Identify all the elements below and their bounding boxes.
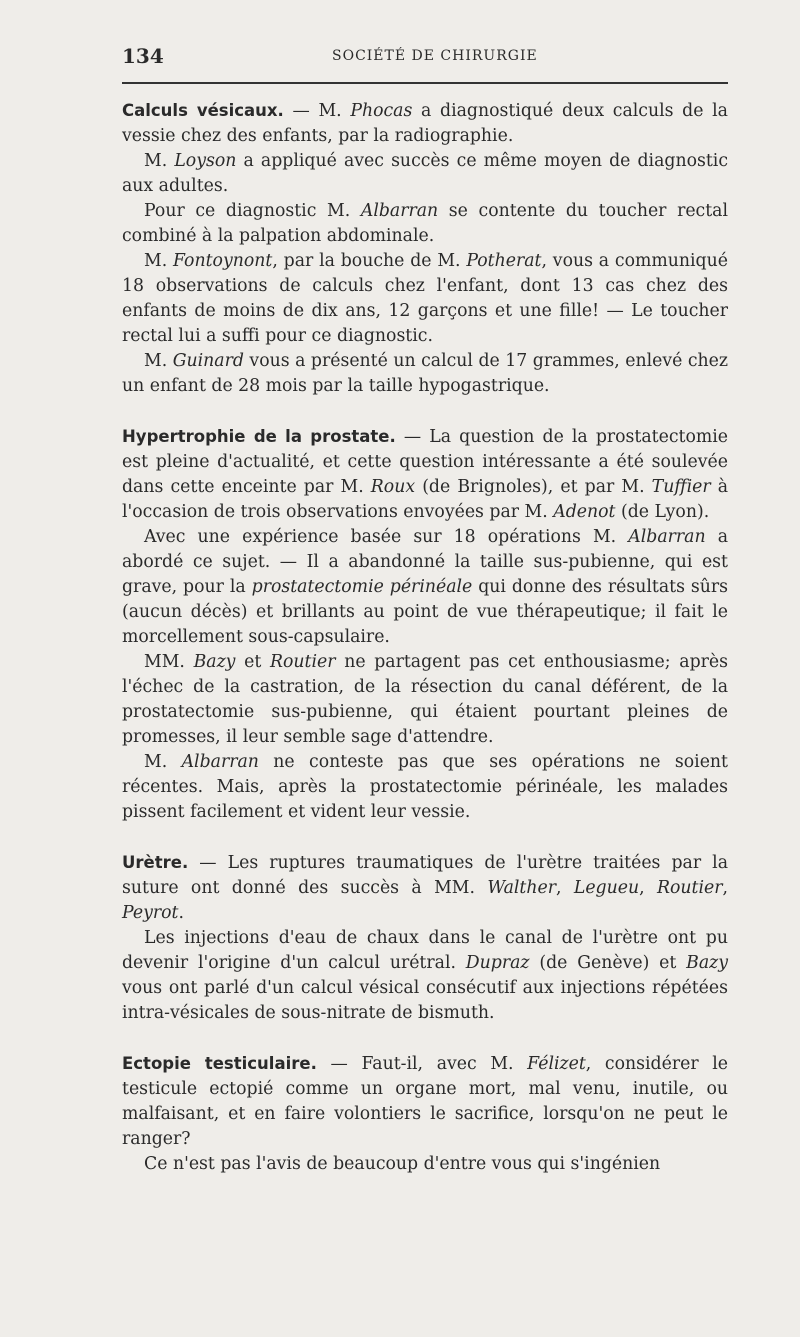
section-paragraph-lead: Ectopie testiculaire. — Faut-il, avec M. Félizet, considérer le testicule ectopié comme un organe mort, mal venu, inutile, ou malfaisant, et en faire volontiers le sacrifice, lorsqu'on ne peut le ranger?	[122, 1054, 728, 1149]
section-paragraph: M. Fontoynont, par la bouche de M. Potherat, vous a communiqué 18 observations de calculs chez l'enfant, dont 13 cas chez des enfants de moins de dix ans, 12 garçons et une fille! — Le toucher rectal lui a suffi pour ce diagnostic.	[122, 251, 728, 346]
italic-name: Loyson	[174, 151, 237, 171]
italic-name: prostatectomie périnéale	[251, 577, 473, 597]
italic-name: Fontoynont	[173, 251, 273, 271]
italic-name: Bazy	[686, 953, 728, 973]
italic-name: Guinard	[172, 351, 244, 371]
header-rule	[122, 82, 728, 84]
italic-name: Walther	[487, 878, 556, 898]
italic-name: Albarran	[628, 527, 706, 547]
section-paragraph: Avec une expérience basée sur 18 opérations M. Albarran a abordé ce sujet. — Il a abandonné la taille sus-pubienne, qui est grave, pour la prostatectomie périnéale qui donne des résultats sûrs (aucun décès) et brillants au point de vue thérapeutique; il fait le morcellement sous-capsulaire.	[122, 527, 729, 647]
italic-name: Bazy	[193, 652, 236, 672]
italic-name: Roux	[370, 477, 416, 497]
section-paragraph-lead: Calculs vésicaux. — M. Phocas a diagnostiqué deux calculs de la vessie chez des enfants, par la radiographie.	[122, 101, 728, 146]
section-paragraph: M. Loyson a appliqué avec succès ce même moyen de diagnostic aux adultes.	[122, 151, 729, 196]
section-paragraph: M. Guinard vous a présenté un calcul de 17 grammes, enlevé chez un enfant de 28 mois par la taille hypogastrique.	[122, 351, 728, 396]
running-title: SOCIÉTÉ DE CHIRURGIE	[332, 48, 538, 64]
section-paragraph: Ce n'est pas l'avis de beaucoup d'entre vous qui s'ingénien	[144, 1154, 661, 1174]
italic-name: Adenot	[553, 502, 616, 522]
section-paragraph: M. Albarran ne conteste pas que ses opérations ne soient récentes. Mais, après la prostatectomie périnéale, les malades pissent facilement et vident leur vessie.	[122, 752, 728, 822]
section-paragraph: Les injections d'eau de chaux dans le canal de l'urètre ont pu devenir l'origine d'un calcul urétral. Dupraz (de Genève) et Bazy vous ont parlé d'un calcul vésical consécutif aux injections répétées intra-vésicales de sous-nitrate de bismuth.	[122, 928, 728, 1023]
page-body	[122, 98, 728, 1177]
italic-name: Routier	[656, 878, 723, 898]
italic-name: Routier	[270, 652, 336, 672]
page-header	[122, 40, 728, 80]
section-heading: Calculs vésicaux.	[122, 101, 284, 120]
page-number: 134	[122, 44, 164, 68]
italic-name: Phocas	[350, 101, 413, 121]
section-paragraph-lead: Hypertrophie de la prostate. — La question de la prostatectomie est pleine d'actualité, et cette question intéressante a été soulevée dans cette enceinte par M. Roux (de Brignoles), et par M. Tuffier à l'occasion de trois observations envoyées par M. Adenot (de Lyon).	[122, 427, 729, 522]
italic-name: Albarran	[181, 752, 259, 772]
italic-name: Legueu	[573, 878, 640, 898]
section-paragraph: MM. Bazy et Routier ne partagent pas cet enthousiasme; après l'échec de la castration, de la résection du canal déférent, de la prostatectomie sus-pubienne, qui étaient pourtant pleines de promesses, il leur semble sage d'attendre.	[122, 652, 728, 747]
italic-name: Félizet	[527, 1054, 586, 1074]
italic-name: Albarran	[360, 201, 439, 221]
section-heading: Ectopie testiculaire.	[122, 1054, 317, 1073]
italic-name: Dupraz	[465, 953, 530, 973]
italic-name: Peyrot	[122, 903, 179, 923]
section-heading: Urètre.	[122, 853, 189, 872]
italic-name: Potherat	[466, 251, 542, 271]
italic-name: Tuffier	[651, 477, 711, 497]
section-paragraph-lead: Urètre. — Les ruptures traumatiques de l'urètre traitées par la suture ont donné des succès à MM. Walther, Legueu, Routier, Peyrot.	[122, 853, 728, 923]
section-paragraph: Pour ce diagnostic M. Albarran se contente du toucher rectal combiné à la palpation abdominale.	[122, 201, 729, 246]
section-heading: Hypertrophie de la prostate.	[122, 427, 396, 446]
